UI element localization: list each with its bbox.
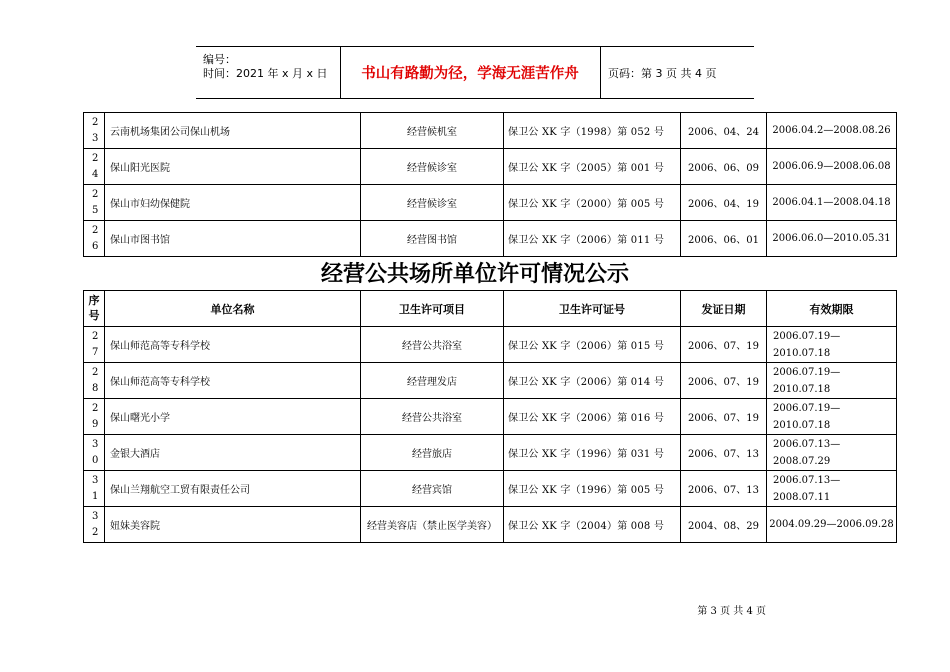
license-number: 保卫公 XK 字（2006）第 014 号 — [504, 363, 681, 399]
valid-period: 2006.07.19— 2010.07.18 — [767, 327, 897, 363]
row-index: 2 4 — [84, 149, 105, 185]
issue-date: 2006、06、01 — [681, 221, 767, 257]
issue-date: 2006、07、19 — [681, 399, 767, 435]
license-number: 保卫公 XK 字（2000）第 005 号 — [504, 185, 681, 221]
permit-item: 经营宾馆 — [361, 471, 504, 507]
unit-name: 云南机场集团公司保山机场 — [105, 113, 361, 149]
table-row — [84, 507, 897, 543]
valid-period: 2006.04.2—2008.08.26 — [767, 113, 897, 149]
license-number: 保卫公 XK 字（2006）第 011 号 — [504, 221, 681, 257]
table-row — [84, 363, 897, 399]
permit-item: 经营候诊室 — [361, 185, 504, 221]
license-number: 保卫公 XK 字（1996）第 005 号 — [504, 471, 681, 507]
permit-item: 经营图书馆 — [361, 221, 504, 257]
table-row — [84, 185, 897, 221]
row-index: 2 9 — [84, 399, 105, 435]
column-header-index: 序 号 — [84, 291, 105, 327]
column-header-item: 卫生许可项目 — [361, 291, 504, 327]
license-number: 保卫公 XK 字（1998）第 052 号 — [504, 113, 681, 149]
column-header-license: 卫生许可证号 — [504, 291, 681, 327]
table-row — [84, 399, 897, 435]
header-page-label: 页码：第 3 页 共 4 页 — [608, 67, 717, 80]
license-number: 保卫公 XK 字（2004）第 008 号 — [504, 507, 681, 543]
table-row — [84, 149, 897, 185]
number-label: 编号： — [203, 53, 236, 66]
row-index: 2 7 — [84, 327, 105, 363]
issue-date: 2006、04、24 — [681, 113, 767, 149]
continued-table — [83, 112, 897, 257]
issue-date: 2006、04、19 — [681, 185, 767, 221]
issue-date: 2006、07、19 — [681, 363, 767, 399]
issue-date: 2004、08、29 — [681, 507, 767, 543]
row-index: 2 8 — [84, 363, 105, 399]
row-index: 2 6 — [84, 221, 105, 257]
table-header-row — [84, 291, 897, 327]
issue-date: 2006、06、09 — [681, 149, 767, 185]
license-number: 保卫公 XK 字（1996）第 031 号 — [504, 435, 681, 471]
permit-item: 经营候诊室 — [361, 149, 504, 185]
unit-name: 保山市妇幼保健院 — [105, 185, 361, 221]
row-index: 3 2 — [84, 507, 105, 543]
permit-table — [83, 290, 897, 543]
license-number: 保卫公 XK 字（2006）第 015 号 — [504, 327, 681, 363]
column-header-name: 单位名称 — [105, 291, 361, 327]
permit-item: 经营公共浴室 — [361, 327, 504, 363]
section-title: 经营公共场所单位许可情况公示 — [320, 262, 629, 287]
valid-period: 2006.07.13— 2008.07.29 — [767, 435, 897, 471]
page-footer: 第 3 页 共 4 页 — [697, 606, 766, 617]
unit-name: 保山曙光小学 — [105, 399, 361, 435]
time-label: 时间：2021 年 x 月 x 日 — [203, 67, 328, 80]
valid-period: 2006.04.1—2008.04.18 — [767, 185, 897, 221]
valid-period: 2006.06.0—2010.05.31 — [767, 221, 897, 257]
row-index: 2 5 — [84, 185, 105, 221]
issue-date: 2006、07、13 — [681, 471, 767, 507]
column-header-valid: 有效期限 — [767, 291, 897, 327]
page-header — [196, 46, 754, 99]
license-number: 保卫公 XK 字（2006）第 016 号 — [504, 399, 681, 435]
license-number: 保卫公 XK 字（2005）第 001 号 — [504, 149, 681, 185]
unit-name: 保山阳光医院 — [105, 149, 361, 185]
valid-period: 2006.07.19— 2010.07.18 — [767, 363, 897, 399]
unit-name: 保山师范高等专科学校 — [105, 327, 361, 363]
permit-item: 经营旅店 — [361, 435, 504, 471]
table-row — [84, 221, 897, 257]
table-row — [84, 471, 897, 507]
header-motto: 书山有路勤为径，学海无涯苦作舟 — [340, 47, 601, 98]
issue-date: 2006、07、13 — [681, 435, 767, 471]
issue-date: 2006、07、19 — [681, 327, 767, 363]
row-index: 2 3 — [84, 113, 105, 149]
unit-name: 金银大酒店 — [105, 435, 361, 471]
table-row — [84, 327, 897, 363]
table-row — [84, 113, 897, 149]
permit-item: 经营美容店（禁止医学美容） — [361, 507, 504, 543]
unit-name: 保山师范高等专科学校 — [105, 363, 361, 399]
header-meta — [196, 47, 341, 98]
permit-item: 经营理发店 — [361, 363, 504, 399]
valid-period: 2004.09.29—2006.09.28 — [767, 507, 897, 543]
valid-period: 2006.06.9—2008.06.08 — [767, 149, 897, 185]
table-row — [84, 435, 897, 471]
valid-period: 2006.07.13— 2008.07.11 — [767, 471, 897, 507]
row-index: 3 0 — [84, 435, 105, 471]
row-index: 3 1 — [84, 471, 105, 507]
unit-name: 妞妹美容院 — [105, 507, 361, 543]
permit-item: 经营候机室 — [361, 113, 504, 149]
valid-period: 2006.07.19— 2010.07.18 — [767, 399, 897, 435]
unit-name: 保山市图书馆 — [105, 221, 361, 257]
column-header-date: 发证日期 — [681, 291, 767, 327]
unit-name: 保山兰翔航空工贸有限责任公司 — [105, 471, 361, 507]
permit-item: 经营公共浴室 — [361, 399, 504, 435]
